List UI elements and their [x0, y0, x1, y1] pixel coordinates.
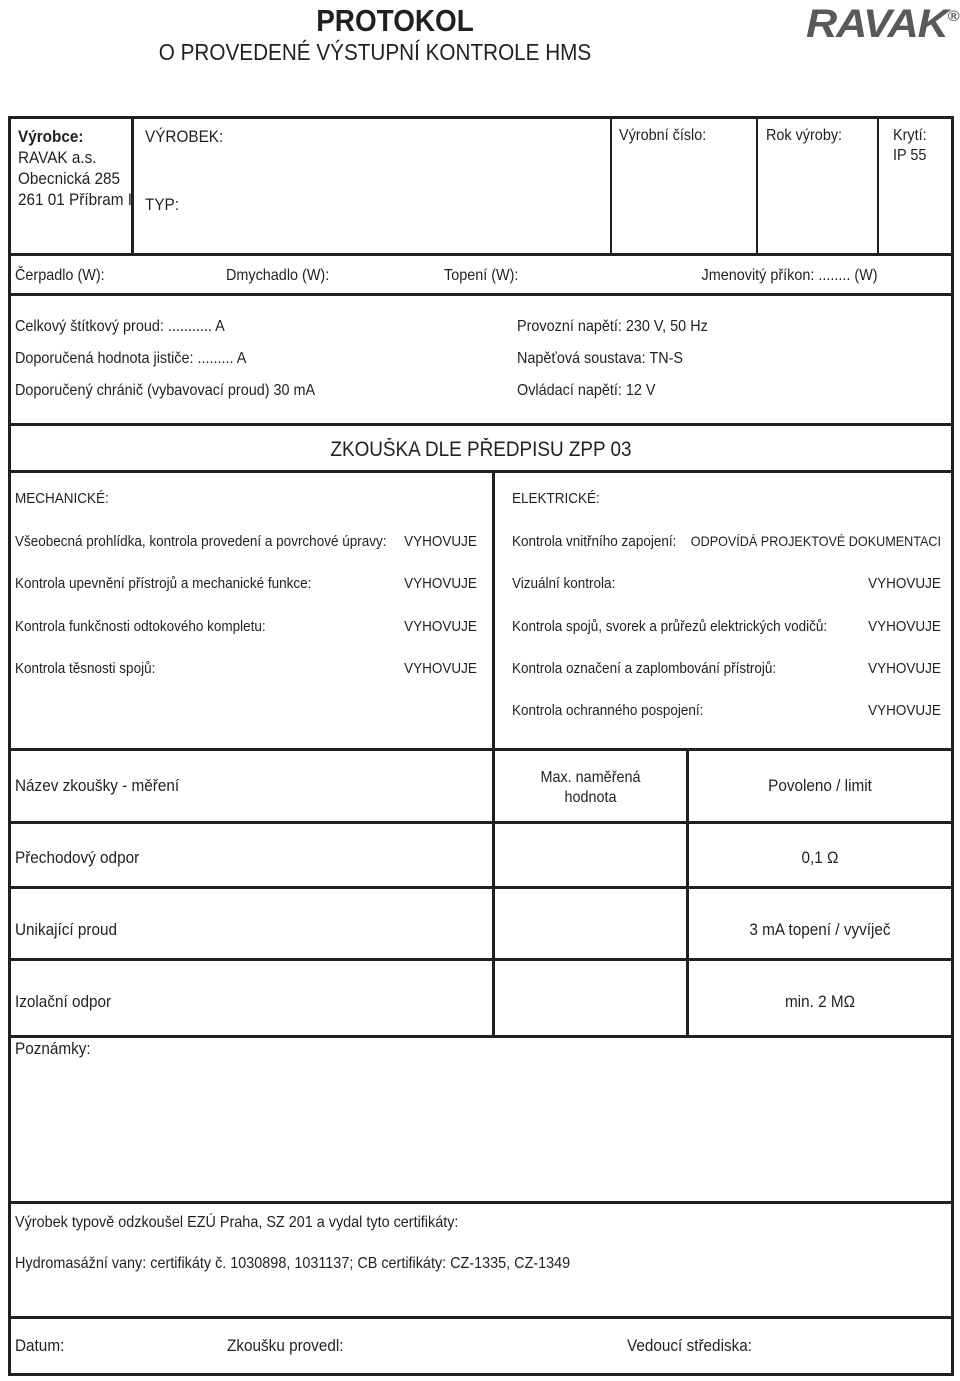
certification-line-1: Výrobek typově odzkoušel EZÚ Praha, SZ 201 a vydal tyto certifikáty:: [15, 1214, 459, 1231]
electrical-check-result: VYHOVUJE: [868, 618, 941, 635]
pump-power-label: Čerpadlo (W):: [15, 267, 105, 284]
mechanical-check-result: VYHOVUJE: [404, 660, 477, 677]
registered-mark: ®: [947, 8, 959, 25]
measurement-row-limit: 3 mA topení / vyvíječ: [749, 920, 891, 939]
mechanical-check-label: Kontrola funkčnosti odtokového kompletu:: [15, 618, 266, 635]
serial-number-label: Výrobní číslo:: [619, 127, 707, 144]
mechanical-check-label: Kontrola upevnění přístrojů a mechanické funkce:: [15, 575, 312, 592]
tested-by-label: Zkoušku provedl:: [227, 1336, 344, 1355]
mechanical-heading: MECHANICKÉ:: [15, 490, 109, 507]
ravak-logo: RAVAK®: [806, 2, 959, 46]
electrical-check-label: Vizuální kontrola:: [512, 575, 616, 592]
electrical-check-label: Kontrola vnitřního zapojení:: [512, 533, 677, 550]
measurement-row-name: Přechodový odpor: [15, 848, 140, 867]
page-subtitle: O PROVEDENÉ VÝSTUPNÍ KONTROLE HMS: [158, 39, 592, 65]
electrical-check-result: VYHOVUJE: [868, 702, 941, 719]
measurement-row-limit: min. 2 MΩ: [784, 992, 856, 1011]
measurement-row-name: Izolační odpor: [15, 992, 112, 1011]
electrical-heading: ELEKTRICKÉ:: [512, 490, 600, 507]
measurement-row-limit: 0,1 Ω: [801, 848, 839, 867]
breaker-label: Doporučená hodnota jističe: ......... A: [15, 350, 247, 367]
year-label: Rok výroby:: [766, 127, 843, 144]
max-value-header: [505, 768, 677, 808]
cover-value: IP 55: [893, 147, 927, 164]
mechanical-check-label: Kontrola těsnosti spojů:: [15, 660, 156, 677]
mechanical-check-result: VYHOVUJE: [404, 618, 477, 635]
manufacturer-name: RAVAK a.s.: [18, 148, 97, 167]
limit-header: Povoleno / limit: [768, 776, 872, 795]
operating-voltage-label: Provozní napětí: 230 V, 50 Hz: [517, 318, 708, 335]
cover-label: Krytí:: [893, 127, 927, 144]
electrical-check-label: Kontrola označení a zaplombování přístrojů:: [512, 660, 777, 677]
electrical-check-label: Kontrola spojů, svorek a průřezů elektrických vodičů:: [512, 618, 828, 635]
measurement-row-name: Unikající proud: [15, 920, 118, 939]
electrical-check-result: VYHOVUJE: [868, 575, 941, 592]
heating-power-label: Topení (W):: [444, 267, 519, 284]
electrical-check-label: Kontrola ochranného pospojení:: [512, 702, 704, 719]
test-heading: ZKOUŠKA DLE PŘEDPISU ZPP 03: [330, 438, 632, 461]
signature-section: [8, 1316, 954, 1376]
type-label: TYP:: [145, 195, 180, 214]
mechanical-check-label: Všeobecná prohlídka, kontrola provedení a povrchové úpravy:: [15, 533, 387, 550]
control-voltage-label: Ovládací napětí: 12 V: [517, 382, 656, 399]
manufacturer-street: Obecnická 285: [18, 169, 121, 188]
manufacturer-city: 261 01 Příbram I: [18, 190, 132, 209]
certification-line-2: Hydromasážní vany: certifikáty č. 1030898, 1031137; CB certifikáty: CZ-1335, CZ-1349: [15, 1255, 571, 1272]
mechanical-check-result: VYHOVUJE: [404, 533, 477, 550]
notes-section: [8, 1035, 954, 1204]
product-label: VÝROBEK:: [145, 127, 224, 146]
max-value-header-line1: Max. naměřená: [540, 769, 641, 786]
electrical-check-result: ODPOVÍDÁ PROJEKTOVÉ DOKUMENTACI: [690, 533, 941, 549]
measurement-name-header: Název zkoušky - měření: [15, 776, 180, 795]
rcd-label: Doporučený chránič (vybavovací proud) 30 mA: [15, 382, 316, 399]
checks-section: [8, 470, 954, 751]
nominal-power-label: Jmenovitý příkon: ........ (W): [701, 267, 878, 284]
head-of-department-label: Vedoucí střediska:: [627, 1336, 753, 1355]
voltage-system-label: Napěťová soustava: TN-S: [517, 350, 684, 367]
page-title: PROTOKOL: [316, 3, 474, 38]
date-label: Datum:: [15, 1336, 65, 1355]
electrical-check-result: VYHOVUJE: [868, 660, 941, 677]
total-current-label: Celkový štítkový proud: ........... A: [15, 318, 225, 335]
max-value-header-line2: hodnota: [564, 789, 617, 806]
blower-power-label: Dmychadlo (W):: [226, 267, 330, 284]
manufacturer-label: Výrobce:: [18, 127, 84, 146]
notes-label: Poznámky:: [15, 1039, 91, 1058]
mechanical-check-result: VYHOVUJE: [404, 575, 477, 592]
